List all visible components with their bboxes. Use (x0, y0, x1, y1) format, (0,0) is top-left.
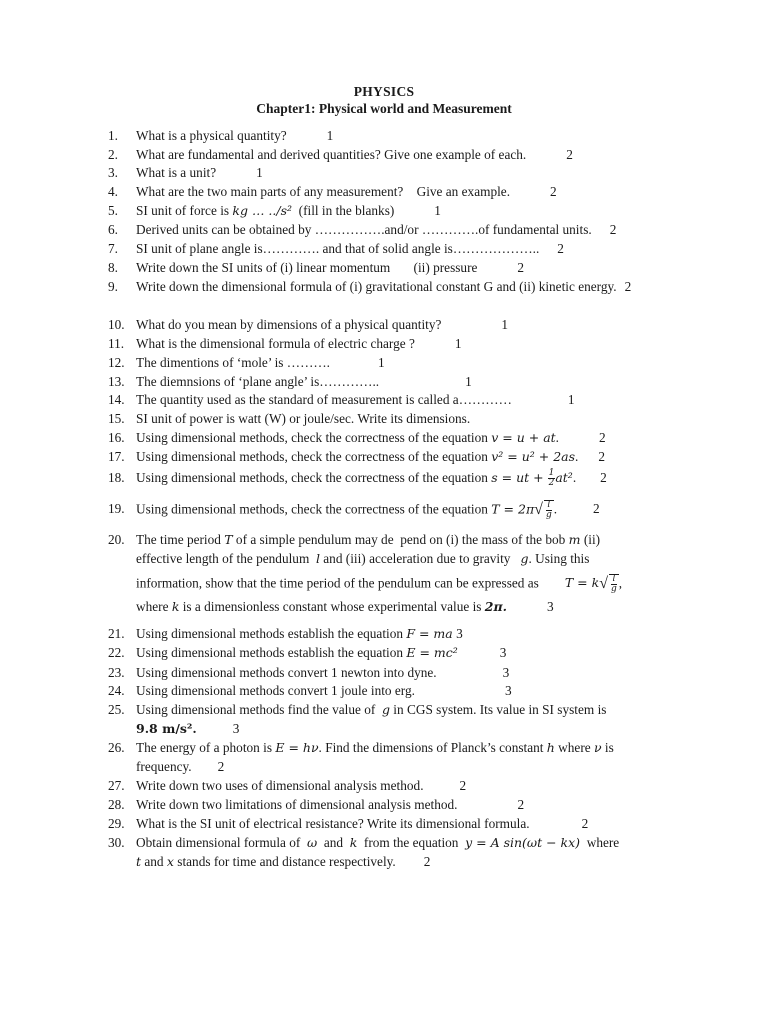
math-expression: F = ma (406, 626, 453, 641)
question-number: 28. (108, 797, 125, 812)
question-number: 21. (108, 626, 125, 641)
question-marks: 2 (624, 279, 632, 294)
question-text: frequency. (136, 758, 192, 774)
math-symbol: t (136, 853, 142, 869)
question-text: What is a physical quantity? (136, 128, 287, 143)
question-item: 16. Using dimensional methods, check the correctness of the equation v = u + at. 2 (108, 429, 680, 448)
question-number: 7. (108, 241, 118, 256)
question-marks: 2 (593, 501, 600, 517)
math-symbol: T (224, 532, 233, 547)
question-number: 16. (108, 430, 125, 445)
question-text: effective length of the pendulum (136, 550, 316, 566)
question-number: 10. (108, 317, 125, 332)
math-expression: 2π. (484, 599, 507, 615)
question-marks: 3 (232, 720, 240, 736)
question-item (108, 164, 680, 183)
question-item (108, 202, 680, 221)
question-line (136, 853, 680, 872)
question-marks: 1 (326, 128, 334, 143)
question-text: What is the SI unit of electrical resistance? Write its dimensional formula. (136, 816, 530, 831)
question-item (108, 146, 680, 165)
question-number: 27. (108, 778, 125, 793)
question-item (108, 815, 680, 834)
question-item (108, 373, 680, 392)
math-expression: T = 2π (491, 501, 535, 517)
question-number: 25. (108, 702, 125, 717)
question-text: Using dimensional methods establish the equation (136, 626, 407, 641)
question-text: in CGS system. Its value in SI system is (389, 702, 607, 717)
question-text: Using dimensional methods, check the correctness of the equation (136, 470, 492, 485)
question-text: What are fundamental and derived quantities? Give one example of each. (136, 147, 527, 162)
question-text: from the equation (357, 835, 466, 850)
math-symbol: ν (594, 740, 602, 755)
question-text: information, show that the time period of the pendulum can be expressed as (136, 575, 539, 591)
question-text: Using dimensional methods, check the correctness of the equation (136, 449, 492, 464)
question-marks: 3 (547, 599, 554, 615)
question-number: 30. (108, 835, 125, 850)
question-item: 19. Using dimensional methods, check the correctness of the equation T = 2π√ $\frac{l}{g}$ . 2 (108, 500, 600, 521)
question-item: 17. Using dimensional methods, check the correctness of the equation v² = u² + 2as. 2 (108, 448, 680, 467)
sqrt-icon: √ (599, 574, 608, 592)
question-number: 1. (108, 128, 118, 143)
question-marks: 2 (550, 184, 557, 199)
question-text: What is the dimensional formula of electric charge ? (136, 336, 415, 351)
question-text: Write down two uses of dimensional analysis method. (136, 778, 424, 793)
question-item (108, 221, 680, 240)
question-marks: 2 (600, 470, 607, 485)
sqrt-icon: √ (534, 500, 543, 518)
fraction-denominator: 2 (548, 478, 555, 489)
question-marks: 3 (456, 626, 463, 641)
math-symbol: m (568, 532, 581, 547)
question-text: stands for time and distance respectively. (173, 853, 396, 869)
question-number: 13. (108, 374, 125, 389)
question-text: . Find the dimensions of Planck’s constant (318, 740, 547, 755)
question-marks: 2 (517, 260, 525, 275)
question-line (136, 701, 680, 720)
question-text: Using dimensional methods convert 1 joule into erg. (136, 683, 415, 698)
question-number: 22. (108, 645, 125, 660)
question-number: 26. (108, 740, 125, 755)
question-text: . Using this (528, 550, 590, 566)
question-line (136, 598, 680, 617)
question-marks: 1 (256, 165, 263, 180)
fraction-numerator: l (547, 500, 551, 511)
fraction (546, 501, 552, 520)
question-text: where (136, 599, 172, 615)
question-marks: 2 (217, 758, 225, 774)
question-text: Write down the dimensional formula of (i) gravitational constant G and (ii) kinetic energy. (136, 279, 617, 294)
math-expression: at² (555, 470, 573, 485)
question-text: is (601, 740, 614, 755)
question-text: Obtain dimensional formula of (136, 835, 307, 850)
question-marks: 1 (378, 355, 385, 370)
question-item (108, 625, 680, 644)
question-text: Write down the SI units of (i) linear momentum (ii) pressure (136, 260, 478, 275)
question-marks: 2 (459, 778, 467, 793)
question-marks: 1 (567, 392, 575, 407)
question-text: SI unit of power is watt (W) or joule/sec. Write its dimensions. (136, 411, 471, 426)
math-expression: T = k (564, 575, 600, 591)
question-item (108, 664, 680, 683)
question-text: and (317, 835, 350, 850)
question-text: The energy of a photon is (136, 740, 276, 755)
question-item (108, 335, 680, 354)
question-text: and (141, 853, 167, 869)
question-marks: 3 (502, 665, 510, 680)
math-symbol: x (166, 853, 174, 869)
math-symbol: g (520, 550, 529, 566)
question-number: 15. (108, 411, 125, 426)
math-symbol: l (315, 550, 320, 566)
question-text: Using dimensional methods, check the correctness of the equation (136, 501, 492, 517)
question-number: 5. (108, 203, 118, 218)
question-number: 4. (108, 184, 118, 199)
sqrt-radicand (544, 500, 554, 520)
question-line: information, show that the time period of the pendulum can be expressed as T = k√ $\frac{l}{g}$ , (136, 574, 623, 595)
question-number: 14. (108, 392, 125, 407)
question-text: where (554, 740, 594, 755)
question-text: Write down two limitations of dimensional analysis method. (136, 797, 458, 812)
fraction-denominator: g (611, 584, 617, 595)
question-item (108, 777, 680, 796)
question-marks: 2 (423, 853, 431, 869)
math-expression: E = hν (275, 740, 319, 755)
question-item (108, 834, 680, 871)
question-number: 19. (108, 501, 125, 516)
question-number: 11. (108, 336, 125, 351)
question-number: 12. (108, 355, 125, 370)
math-expression: v = u + at (491, 430, 556, 445)
question-number: 3. (108, 165, 118, 180)
question-marks: 2 (566, 147, 573, 162)
question-item (108, 278, 680, 297)
question-line (136, 739, 680, 758)
question-number: 23. (108, 665, 125, 680)
math-symbol: ω (306, 835, 318, 850)
question-marks: 1 (434, 203, 441, 218)
question-marks: 2 (581, 816, 589, 831)
question-text: (ii) (580, 532, 601, 547)
question-number: 20. (108, 532, 125, 547)
math-expression: E = mc² (406, 645, 458, 660)
question-number: 17. (108, 449, 125, 464)
question-item (108, 354, 680, 373)
question-marks: 2 (599, 430, 606, 445)
sqrt-radicand (609, 574, 619, 594)
question-marks: 3 (504, 683, 512, 698)
question-line (136, 720, 680, 739)
chapter-title: Chapter1: Physical world and Measurement (256, 101, 512, 116)
question-item (108, 739, 680, 776)
math-expression: v² = u² + 2as (491, 449, 576, 464)
question-text: Derived units can be obtained by …………….and/or ………….of fundamental units. (136, 222, 592, 237)
question-marks: 1 (454, 336, 462, 351)
question-line (136, 550, 680, 569)
question-item (108, 259, 680, 278)
question-text: Using dimensional methods establish the equation (136, 645, 407, 660)
question-text: and (iii) acceleration due to gravity (319, 550, 521, 566)
math-expression: 9.8 m/s². (136, 720, 197, 736)
fraction (611, 575, 617, 594)
question-text: What is a unit? (136, 165, 217, 180)
question-text: What are the two main parts of any measurement? Give an example. (136, 184, 511, 199)
fraction-numerator: 1 (548, 468, 555, 479)
question-line (136, 834, 680, 853)
question-number: 18. (108, 470, 125, 485)
question-marks: 2 (557, 241, 564, 256)
question-item (108, 796, 680, 815)
question-marks: 1 (501, 317, 509, 332)
question-line (136, 758, 680, 777)
question-marks: 3 (499, 645, 507, 660)
question-item (108, 391, 680, 410)
question-number: 24. (108, 683, 125, 698)
question-text: of a simple pendulum may de pend on (i) the mass of the bob (232, 532, 569, 547)
question-marks: 2 (598, 449, 606, 464)
math-symbol: g (381, 702, 390, 717)
question-text: Using dimensional methods find the value of (136, 702, 382, 717)
question-text: Using dimensional methods, check the correctness of the equation (136, 430, 492, 445)
question-item: 18. Using dimensional methods, check the correctness of the equation s = ut + $\frac{1}{2}$ at². 2 (108, 468, 607, 489)
math-expression: y = A sin(ωt − kx) (465, 835, 581, 850)
question-text: What do you mean by dimensions of a physical quantity? (136, 317, 442, 332)
question-number: 8. (108, 260, 118, 275)
fraction-denominator: g (545, 510, 552, 521)
math-symbol: h (546, 740, 555, 755)
question-item (108, 644, 680, 663)
fraction-numerator: l (612, 574, 616, 585)
question-item (108, 240, 680, 259)
question-item (108, 531, 680, 617)
question-marks: 2 (517, 797, 525, 812)
question-marks: 1 (465, 374, 472, 389)
question-number: 29. (108, 816, 125, 831)
question-item (108, 410, 680, 429)
question-number: 6. (108, 222, 118, 237)
question-text: SI unit of plane angle is…………. and that of solid angle is……………….. (136, 241, 540, 256)
question-text: The diemnsions of ‘plane angle’ is………….. (136, 374, 380, 389)
question-text: Using dimensional methods convert 1 newton into dyne. (136, 665, 437, 680)
question-item (108, 682, 680, 701)
question-line (136, 531, 680, 550)
question-text: The quantity used as the standard of measurement is called a………… (136, 392, 512, 407)
math-symbol: k (171, 599, 180, 615)
question-text: where (580, 835, 620, 850)
math-expression: s = ut + (491, 470, 548, 485)
math-expression: kg … ../s² (232, 203, 292, 218)
question-text: is a dimensionless constant whose experimental value is (179, 599, 485, 615)
question-text: SI unit of force is (136, 203, 233, 218)
question-marks: 2 (609, 222, 617, 237)
question-text: The time period (136, 532, 225, 547)
question-number: 9. (108, 279, 118, 294)
math-symbol: k (349, 835, 358, 850)
question-number: 2. (108, 147, 118, 162)
question-text: The dimentions of ‘mole’ is ………. (136, 355, 331, 370)
question-item (108, 316, 680, 335)
question-item (108, 701, 680, 738)
document-subject-title: PHYSICS (353, 84, 415, 99)
question-item (108, 183, 680, 202)
question-item (108, 127, 680, 146)
question-text: (fill in the blanks) (292, 203, 395, 218)
